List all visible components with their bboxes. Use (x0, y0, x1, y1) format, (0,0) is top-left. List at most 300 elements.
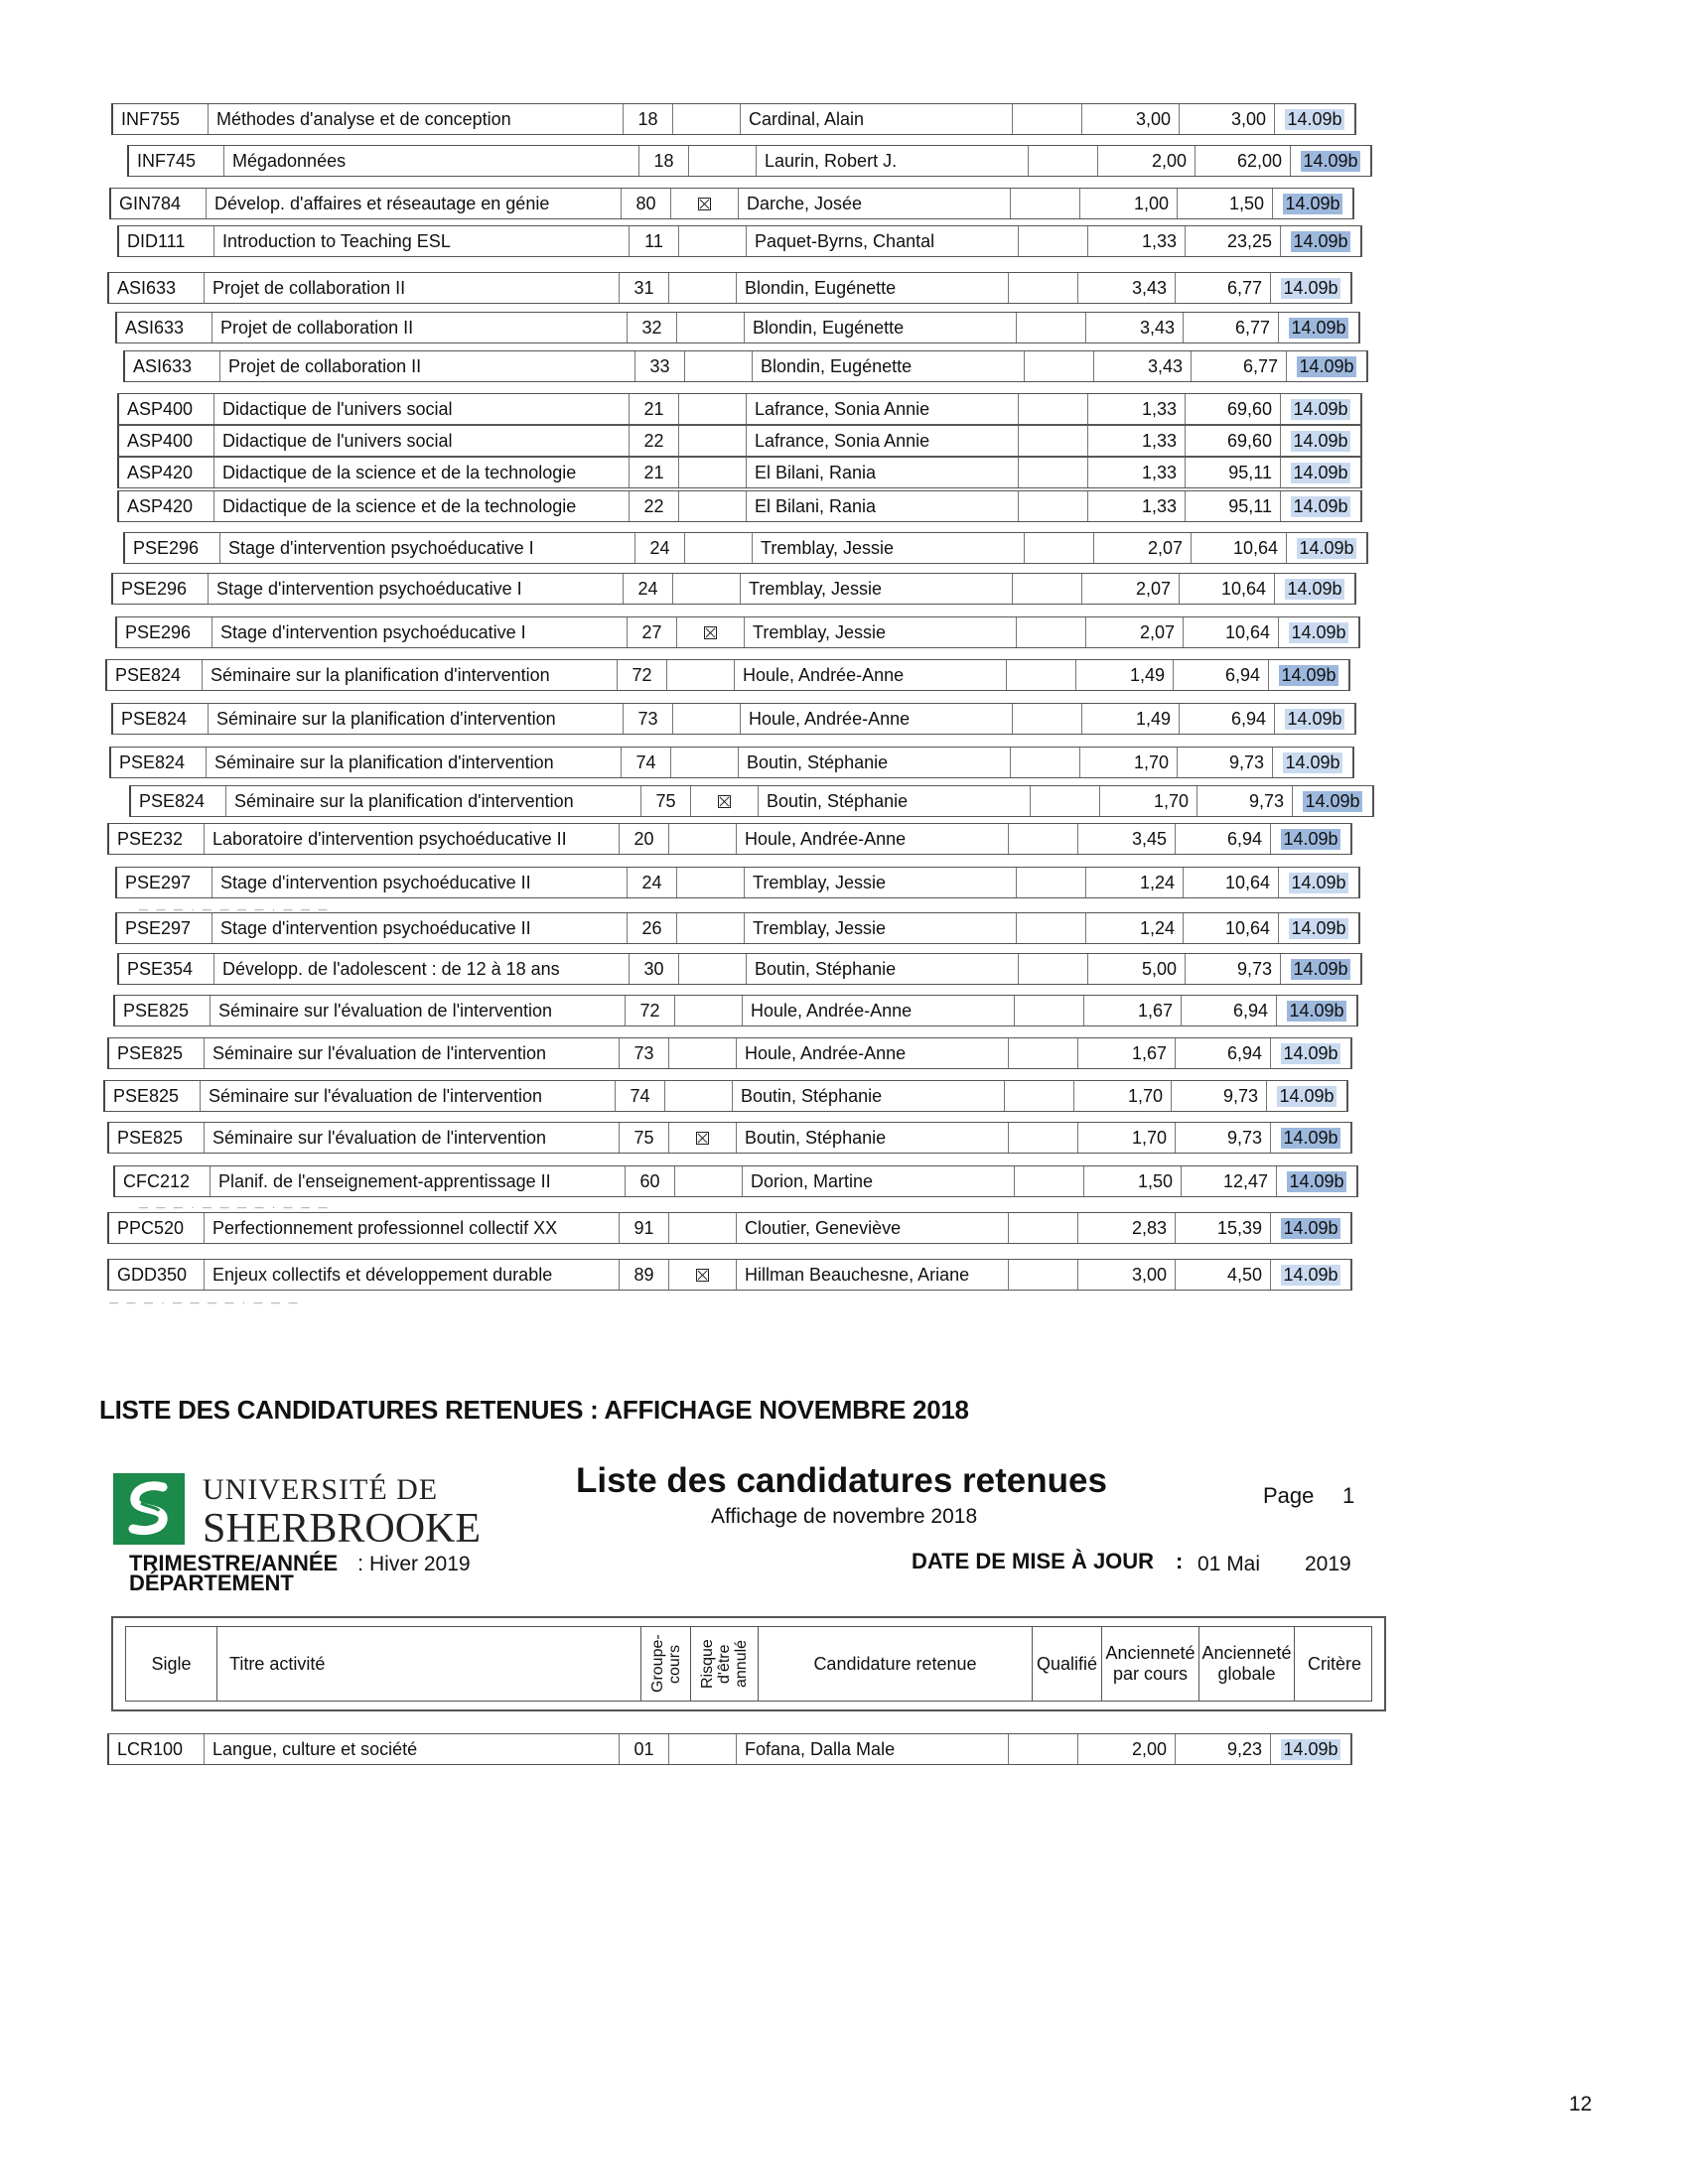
cell-titre-text: Séminaire sur la planification d'intervention (214, 751, 554, 772)
cell-sigle-text: ASI633 (133, 355, 193, 376)
cell-titre-text: Didactique de la science et de la technologie (222, 495, 577, 516)
cell-critere (1281, 394, 1362, 424)
cell-critere (1267, 1081, 1348, 1111)
cell-groupe-text: 89 (633, 1264, 654, 1285)
cell-groupe-text: 22 (643, 495, 664, 516)
cell-anc-globale-text: 10,64 (1232, 537, 1278, 558)
cell-anc-cours-text: 3,00 (1135, 108, 1171, 129)
cell-titre (226, 786, 641, 816)
cell-critere-text: 14.09b (1289, 1000, 1344, 1021)
column-header-table (111, 1616, 1386, 1711)
cell-candidature (757, 146, 1029, 176)
cell-titre (224, 146, 639, 176)
cell-candidature (733, 1081, 1005, 1111)
cell-sigle (113, 104, 209, 134)
risk-checkbox-icon (696, 1132, 709, 1145)
cell-anc-cours (1080, 748, 1178, 777)
table-row (111, 703, 1356, 735)
cell-groupe-text: 75 (655, 790, 676, 811)
cell-anc-cours-text: 3,43 (1147, 355, 1183, 376)
cell-candidature (753, 351, 1025, 381)
cell-sigle (105, 1081, 201, 1111)
cell-anc-cours (1086, 313, 1184, 342)
cell-titre (220, 533, 635, 563)
cell-critere-text: 14.09b (1299, 537, 1354, 558)
cell-anc-cours-text: 5,00 (1141, 958, 1177, 979)
table-row (117, 490, 1362, 522)
cell-qualifie (1017, 913, 1086, 943)
cell-groupe (620, 273, 669, 303)
cell-anc-cours (1098, 146, 1196, 176)
cell-anc-globale-text: 15,39 (1216, 1217, 1262, 1238)
cell-titre (205, 1213, 620, 1243)
col-anc-globale: Ancienneté globale (1199, 1627, 1295, 1701)
cell-groupe-text: 75 (633, 1127, 654, 1148)
cell-groupe-text: 27 (641, 621, 662, 642)
cell-candidature (747, 426, 1019, 456)
cell-critere-text: 14.09b (1293, 495, 1348, 516)
cell-risque (671, 748, 739, 777)
table-row (127, 145, 1372, 177)
cell-anc-globale (1197, 786, 1293, 816)
cell-sigle (109, 1260, 205, 1290)
cell-risque (675, 996, 743, 1025)
cell-anc-globale (1184, 313, 1279, 342)
table-row (115, 312, 1360, 343)
cell-titre (207, 748, 622, 777)
cell-anc-cours-text: 1,70 (1153, 790, 1189, 811)
cell-anc-globale (1186, 394, 1281, 424)
cell-titre (209, 104, 624, 134)
date-colon: : (1176, 1549, 1184, 1573)
cell-anc-globale-text: 1,50 (1228, 193, 1264, 213)
cell-anc-globale-text: 69,60 (1226, 398, 1272, 419)
cell-risque (667, 660, 735, 690)
cell-groupe-text: 33 (649, 355, 670, 376)
cell-sigle (109, 824, 205, 854)
cell-qualifie (1029, 146, 1098, 176)
cell-risque (679, 458, 747, 487)
cell-candidature-text: Boutin, Stéphanie (755, 958, 897, 979)
cell-titre (214, 226, 630, 256)
cell-titre (209, 704, 624, 734)
cell-groupe-text: 18 (637, 108, 658, 129)
cell-anc-cours-text: 1,49 (1129, 664, 1165, 685)
cell-candidature-text: Blondin, Eugénette (761, 355, 913, 376)
cell-anc-cours-text: 3,00 (1131, 1264, 1167, 1285)
cell-critere (1281, 954, 1362, 984)
cell-anc-globale-text: 23,25 (1226, 230, 1272, 251)
cell-risque (669, 273, 737, 303)
cell-anc-globale (1174, 660, 1269, 690)
col-critere: Critère (1307, 1653, 1361, 1674)
cell-anc-globale (1186, 491, 1281, 521)
cell-qualifie (1019, 491, 1088, 521)
cell-groupe (641, 786, 691, 816)
cell-risque (671, 189, 739, 218)
cell-critere (1277, 996, 1358, 1025)
cell-qualifie (1009, 824, 1078, 854)
cell-anc-cours (1078, 1213, 1176, 1243)
cell-titre-text: Dévelop. d'affaires et réseautage en génie (214, 193, 550, 213)
cell-sigle (113, 574, 209, 604)
cell-anc-cours-text: 3,45 (1131, 828, 1167, 849)
cell-titre (212, 617, 628, 647)
cell-candidature-text: El Bilani, Rania (755, 462, 877, 482)
cell-sigle (111, 189, 207, 218)
cell-critere-text: 14.09b (1283, 1042, 1338, 1063)
cell-sigle-text: CFC212 (123, 1170, 191, 1191)
cell-risque (673, 704, 741, 734)
cell-titre-text: Séminaire sur l'évaluation de l'intervention (212, 1127, 547, 1148)
cell-critere (1281, 491, 1362, 521)
cell-anc-cours (1078, 1260, 1176, 1290)
cell-groupe (624, 104, 673, 134)
cell-anc-globale (1182, 996, 1277, 1025)
cell-qualifie (1013, 704, 1082, 734)
cell-critere (1279, 313, 1360, 342)
cell-qualifie (1009, 273, 1078, 303)
cell-critere (1273, 748, 1354, 777)
cell-titre-text: Enjeux collectifs et développement durable (212, 1264, 553, 1285)
cell-sigle-text: PSE825 (123, 1000, 190, 1021)
cell-qualifie (1019, 394, 1088, 424)
date-label: DATE DE MISE À JOUR (912, 1549, 1155, 1573)
cell-anc-cours (1076, 660, 1174, 690)
cell-groupe (620, 1038, 669, 1068)
cell-qualifie (1019, 458, 1088, 487)
cell-candidature (737, 824, 1009, 854)
cell-anc-cours (1078, 1123, 1176, 1153)
cell-candidature-text: Tremblay, Jessie (761, 537, 895, 558)
cell-titre (212, 868, 628, 897)
cell-critere-text: 14.09b (1299, 355, 1354, 376)
cell-risque (673, 104, 741, 134)
cell-qualifie (1007, 660, 1076, 690)
cell-critere (1279, 913, 1360, 943)
cell-critere (1281, 226, 1362, 256)
cell-anc-globale (1176, 1260, 1271, 1290)
cell-titre-text: Projet de collaboration II (212, 277, 406, 298)
cell-titre (214, 426, 630, 456)
cell-sigle (125, 533, 220, 563)
cell-groupe-text: 72 (632, 664, 652, 685)
cell-critere-text: 14.09b (1293, 430, 1348, 451)
cell-risque (677, 617, 745, 647)
cell-anc-globale (1178, 748, 1273, 777)
cell-anc-globale-text: 6,94 (1224, 664, 1260, 685)
cell-titre (207, 189, 622, 218)
cell-anc-cours (1082, 574, 1180, 604)
cell-anc-cours-text: 1,33 (1141, 462, 1177, 482)
cell-anc-globale-text: 10,64 (1224, 917, 1270, 938)
cell-anc-cours-text: 1,67 (1137, 1000, 1173, 1021)
cell-risque (677, 313, 745, 342)
cell-candidature-text: Cardinal, Alain (749, 108, 865, 129)
cell-anc-cours (1078, 1734, 1176, 1764)
cell-qualifie (1011, 189, 1080, 218)
trimestre-label: TRIMESTRE/ANNÉE (129, 1551, 339, 1575)
cell-critere (1273, 189, 1354, 218)
cell-titre (211, 1166, 626, 1196)
cell-candidature (737, 1734, 1009, 1764)
cell-risque (669, 1734, 737, 1764)
cell-groupe-text: 73 (633, 1042, 654, 1063)
table-row (107, 1122, 1352, 1154)
risk-checkbox-icon (718, 795, 731, 808)
cell-sigle-text: INF745 (137, 150, 197, 171)
cell-risque (677, 913, 745, 943)
cell-anc-cours (1084, 996, 1182, 1025)
university-name-line1: UNIVERSITÉ DE (203, 1473, 439, 1506)
cell-candidature-text: Laurin, Robert J. (765, 150, 898, 171)
cell-titre-text: Séminaire sur l'évaluation de l'intervention (209, 1085, 543, 1106)
cell-groupe (620, 1260, 669, 1290)
cell-candidature (737, 1038, 1009, 1068)
cell-titre-text: Séminaire sur la planification d'intervention (216, 708, 556, 729)
cell-anc-globale (1178, 189, 1273, 218)
table-row (123, 532, 1368, 564)
cell-sigle (107, 660, 203, 690)
document-subtitle: Affichage de novembre 2018 (711, 1505, 978, 1528)
cell-sigle (125, 351, 220, 381)
cell-candidature-text: Dorion, Martine (751, 1170, 874, 1191)
cell-anc-globale-text: 10,64 (1224, 621, 1270, 642)
cell-candidature-text: Tremblay, Jessie (749, 578, 883, 599)
cell-candidature-text: Houle, Andrée-Anne (749, 708, 911, 729)
table-row (117, 425, 1362, 457)
cell-anc-globale-text: 6,94 (1226, 1042, 1262, 1063)
cell-titre-text: Didactique de la science et de la technologie (222, 462, 577, 482)
cell-groupe-text: 74 (635, 751, 656, 772)
cell-sigle-text: PPC520 (117, 1217, 185, 1238)
cell-titre-text: Stage d'intervention psychoéducative II (220, 872, 531, 892)
cell-anc-cours (1088, 426, 1186, 456)
cell-anc-globale-text: 62,00 (1236, 150, 1282, 171)
cell-sigle (109, 1734, 205, 1764)
cell-groupe-text: 30 (643, 958, 664, 979)
cell-sigle-text: ASP400 (127, 398, 194, 419)
cell-groupe (630, 426, 679, 456)
cell-sigle-text: PSE824 (115, 664, 182, 685)
cell-critere-text: 14.09b (1287, 578, 1342, 599)
cell-anc-globale (1176, 1213, 1271, 1243)
cell-candidature (735, 660, 1007, 690)
cell-titre-text: Méthodes d'analyse et de conception (216, 108, 511, 129)
table-row (115, 616, 1360, 648)
cell-titre (214, 491, 630, 521)
cell-critere (1293, 786, 1374, 816)
table-row (113, 995, 1358, 1026)
cell-groupe-text: 26 (641, 917, 662, 938)
cell-risque (691, 786, 759, 816)
cell-sigle (117, 868, 212, 897)
cell-anc-globale (1172, 1081, 1267, 1111)
cell-candidature (737, 1213, 1009, 1243)
risk-checkbox-icon (698, 198, 711, 210)
trimestre-value: Hiver 2019 (369, 1553, 471, 1575)
table-row (117, 393, 1362, 425)
cell-groupe (630, 458, 679, 487)
cell-qualifie (1025, 533, 1094, 563)
trimestre-colon: : (357, 1551, 364, 1575)
cell-groupe (624, 574, 673, 604)
cell-titre-text: Planif. de l'enseignement-apprentissage II (218, 1170, 551, 1191)
cell-anc-globale (1176, 1734, 1271, 1764)
cell-groupe (630, 954, 679, 984)
cell-titre-text: Mégadonnées (232, 150, 347, 171)
cell-qualifie (1013, 574, 1082, 604)
cell-candidature (759, 786, 1031, 816)
cell-sigle-text: PSE824 (119, 751, 186, 772)
cell-anc-cours (1088, 458, 1186, 487)
cell-titre (205, 824, 620, 854)
cell-risque (679, 491, 747, 521)
cell-titre (212, 913, 628, 943)
cell-titre-text: Développ. de l'adolescent : de 12 à 18 ans (222, 958, 560, 979)
cell-candidature (745, 313, 1017, 342)
cell-candidature (743, 1166, 1015, 1196)
cell-qualifie (1025, 351, 1094, 381)
cell-candidature-text: El Bilani, Rania (755, 495, 877, 516)
cell-candidature-text: Cloutier, Geneviève (745, 1217, 902, 1238)
cell-groupe-text: 24 (641, 872, 662, 892)
table-row (115, 912, 1360, 944)
cell-groupe (639, 146, 689, 176)
cell-sigle-text: ASP400 (127, 430, 194, 451)
cell-candidature-text: Boutin, Stéphanie (745, 1127, 887, 1148)
table-row (107, 1212, 1352, 1244)
cell-sigle-text: PSE297 (125, 872, 192, 892)
date-year: 2019 (1305, 1553, 1351, 1575)
table-row (105, 659, 1350, 691)
cell-candidature-text: Houle, Andrée-Anne (751, 1000, 913, 1021)
cell-groupe-text: 18 (653, 150, 674, 171)
cell-groupe-text: 22 (643, 430, 664, 451)
cell-groupe (626, 1166, 675, 1196)
cell-titre-text: Stage d'intervention psychoéducative II (220, 917, 531, 938)
cell-sigle-text: GIN784 (119, 193, 182, 213)
cell-anc-cours-text: 1,67 (1131, 1042, 1167, 1063)
cell-anc-cours-text: 1,33 (1141, 398, 1177, 419)
cell-sigle-text: PSE296 (133, 537, 200, 558)
cell-titre-text: Stage d'intervention psychoéducative I (220, 621, 526, 642)
cell-anc-cours (1100, 786, 1197, 816)
cell-groupe (630, 394, 679, 424)
cell-risque (669, 1123, 737, 1153)
cell-groupe (618, 660, 667, 690)
cell-candidature-text: Tremblay, Jessie (753, 621, 887, 642)
cell-anc-cours (1086, 868, 1184, 897)
cell-critere-text: 14.09b (1293, 230, 1348, 251)
cell-qualifie (1015, 1166, 1084, 1196)
cell-risque (677, 868, 745, 897)
cell-anc-cours (1086, 617, 1184, 647)
cell-candidature (741, 574, 1013, 604)
cell-anc-globale (1184, 913, 1279, 943)
cell-candidature-text: Tremblay, Jessie (753, 872, 887, 892)
cell-critere-text: 14.09b (1283, 1738, 1338, 1759)
cell-critere-text: 14.09b (1293, 462, 1348, 482)
cell-sigle-text: ASP420 (127, 495, 194, 516)
cell-titre-text: Stage d'intervention psychoéducative I (216, 578, 522, 599)
cell-anc-cours (1094, 533, 1192, 563)
cell-risque (675, 1166, 743, 1196)
cell-critere-text: 14.09b (1283, 1127, 1338, 1148)
cell-titre (203, 660, 618, 690)
cell-anc-cours-text: 1,33 (1141, 230, 1177, 251)
cell-groupe (635, 533, 685, 563)
cell-candidature-text: Paquet-Byrns, Chantal (755, 230, 935, 251)
cell-candidature-text: Houle, Andrée-Anne (743, 664, 905, 685)
cell-sigle-text: PSE296 (125, 621, 192, 642)
cell-qualifie (1019, 226, 1088, 256)
cell-sigle-text: INF755 (121, 108, 181, 129)
cell-groupe-text: 60 (639, 1170, 660, 1191)
cell-risque (669, 1260, 737, 1290)
cell-sigle (129, 146, 224, 176)
cell-anc-globale-text: 9,73 (1228, 751, 1264, 772)
cell-anc-cours-text: 1,33 (1141, 430, 1177, 451)
cell-candidature (747, 226, 1019, 256)
cell-sigle (119, 426, 214, 456)
cell-qualifie (1017, 313, 1086, 342)
cell-anc-globale-text: 10,64 (1224, 872, 1270, 892)
cell-qualifie (1009, 1213, 1078, 1243)
cell-critere-text: 14.09b (1291, 621, 1346, 642)
cell-anc-globale-text: 6,94 (1226, 828, 1262, 849)
cell-candidature (739, 189, 1011, 218)
cell-risque (669, 1038, 737, 1068)
cell-groupe (626, 996, 675, 1025)
cell-titre (214, 954, 630, 984)
cell-groupe (622, 189, 671, 218)
cell-candidature (743, 996, 1015, 1025)
cell-critere (1271, 1123, 1352, 1153)
cell-titre (209, 574, 624, 604)
table-row (109, 188, 1354, 219)
cell-sigle-text: ASP420 (127, 462, 194, 482)
cell-candidature (753, 533, 1025, 563)
cell-risque (669, 1213, 737, 1243)
cell-sigle (115, 1166, 211, 1196)
cell-critere-text: 14.09b (1285, 193, 1340, 213)
cell-qualifie (1019, 426, 1088, 456)
risk-checkbox-icon (704, 626, 717, 639)
cell-anc-cours-text: 1,70 (1133, 751, 1169, 772)
cell-candidature-text: Boutin, Stéphanie (741, 1085, 883, 1106)
cell-titre (205, 1260, 620, 1290)
cell-anc-cours (1088, 394, 1186, 424)
cell-candidature-text: Lafrance, Sonia Annie (755, 430, 930, 451)
cell-anc-cours-text: 3,43 (1131, 277, 1167, 298)
cell-groupe-text: 21 (643, 462, 664, 482)
cell-anc-cours-text: 2,00 (1151, 150, 1187, 171)
cell-groupe (628, 913, 677, 943)
cell-anc-cours-text: 1,33 (1141, 495, 1177, 516)
cell-critere-text: 14.09b (1291, 872, 1346, 892)
cell-anc-globale-text: 9,73 (1236, 958, 1272, 979)
cell-anc-globale (1184, 868, 1279, 897)
cell-groupe (630, 226, 679, 256)
cell-sigle (109, 1213, 205, 1243)
cell-sigle-text: LCR100 (117, 1738, 184, 1759)
cell-titre (205, 1038, 620, 1068)
cell-candidature (741, 104, 1013, 134)
cell-candidature-text: Boutin, Stéphanie (747, 751, 889, 772)
cell-anc-cours (1078, 273, 1176, 303)
cell-sigle-text: ASI633 (117, 277, 177, 298)
